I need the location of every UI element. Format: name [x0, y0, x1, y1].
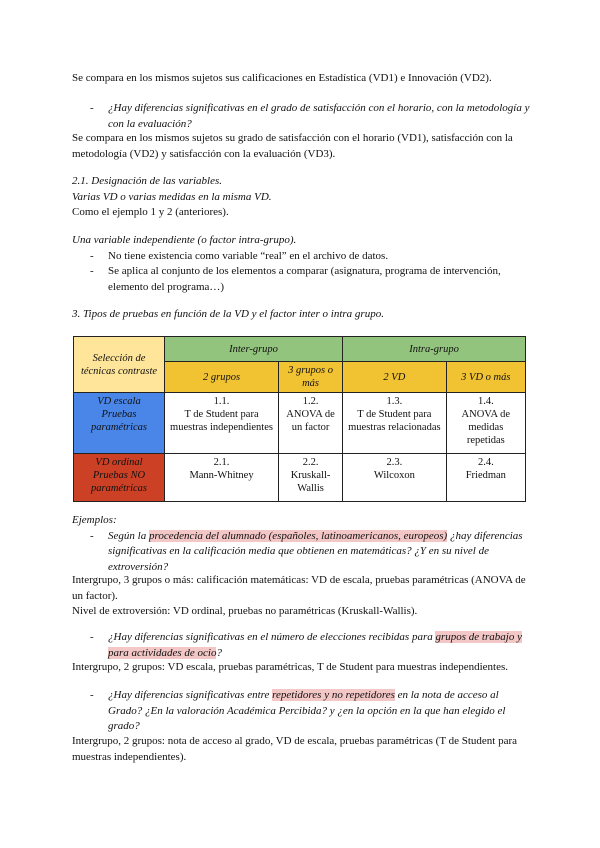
cell-code: 1.4. — [477, 396, 494, 407]
cell-test: Mann-Whitney — [189, 470, 254, 481]
text: ¿hay diferencias significativas en la calificación media que obtienen en matemáticas? ¿Y en su nivel de extroversión? — [108, 529, 523, 573]
bullet: - — [90, 631, 94, 643]
cell-code: 2.3. — [386, 457, 403, 468]
item-text: No tiene existencia como variable “real” en el archivo de datos. — [108, 249, 389, 262]
paragraph: Intergrupo, 2 grupos: VD escala, pruebas paramétricas, T de Student para muestras independientes. — [72, 661, 509, 673]
paragraph: Se compara en los mismos sujetos su grado de satisfacción con el horario (VD1), satisfacción con la metodología (VD2) y satisfacción con la evaluación (VD3). — [72, 132, 513, 160]
cell-code: 2.2. — [302, 457, 319, 468]
group-header: Inter-grupo — [165, 337, 343, 362]
label-line: Pruebas paramétricas — [91, 409, 147, 433]
highlight: repetidores y no repetidores — [272, 689, 395, 701]
cell — [279, 454, 343, 502]
list-item — [90, 264, 530, 295]
row-label — [74, 393, 165, 454]
cell-code: 1.3. — [386, 396, 403, 407]
cell — [279, 393, 343, 454]
paragraph: Intergrupo, 2 grupos: nota de acceso al grado, VD de escala, pruebas paramétricas (T de Student para muestras independientes). — [72, 735, 518, 763]
cell-test: ANOVA de un factor — [286, 409, 335, 433]
bullet: - — [90, 249, 94, 262]
cell — [446, 393, 525, 454]
paragraph: Intergrupo, 3 grupos o más: calificación matemáticas: VD de escala, pruebas paramétricas (ANOVA de un factor). — [72, 574, 526, 602]
list-item — [90, 249, 530, 265]
section-heading: 2.1. Designación de las variables. — [72, 175, 223, 187]
paragraph: Una variable independiente (o factor intra-grupo). — [72, 234, 297, 246]
list-item — [90, 101, 530, 132]
cell-code: 2.1. — [213, 457, 230, 468]
paragraph: Nivel de extroversión: VD ordinal, pruebas no paramétricas (Kruskall-Wallis). — [72, 605, 418, 617]
cell — [165, 454, 279, 502]
cell — [343, 454, 447, 502]
paragraph: Varias VD o varias medidas en la misma VD. — [72, 190, 272, 203]
text: ¿Hay diferencias significativas entre — [108, 689, 273, 701]
section-heading: Ejemplos: — [72, 514, 117, 526]
corner-cell: Selección de técnicas contraste — [74, 337, 165, 393]
cell-code: 1.1. — [213, 396, 230, 407]
cell-test: Kruskall-Wallis — [290, 470, 331, 494]
paragraph: Se compara en los mismos sujetos sus calificaciones en Estadística (VD1) e Innovación (VD2). — [72, 72, 492, 84]
sub-header: 2 grupos — [165, 362, 279, 393]
cell-code: 1.2. — [302, 396, 319, 407]
label-line: Pruebas NO paramétricas — [91, 470, 147, 494]
sub-header: 3 grupos o más — [279, 362, 343, 393]
cell-code: 2.4. — [477, 457, 494, 468]
row-label — [74, 454, 165, 502]
cell — [343, 393, 447, 454]
example-question — [90, 630, 530, 661]
group-header: Intra-grupo — [343, 337, 526, 362]
example-question — [90, 529, 530, 576]
highlight: procedencia del alumnado (españoles, latinoamericanos, europeos) — [148, 529, 448, 542]
text: en la nota de acceso al Grado? ¿En la valoración Académica Percibida? y ¿en la opción en la que han elegido el grado? — [108, 689, 506, 732]
label-line: VD escala — [97, 396, 141, 407]
cell-test: T de Student para muestras relacionadas — [348, 409, 441, 433]
tests-table — [73, 336, 526, 502]
cell-test: T de Student para muestras independientes — [170, 409, 273, 433]
text: Según la — [108, 529, 149, 542]
item-text: Se aplica al conjunto de los elementos a comparar (asignatura, programa de intervención, elemento del programa…) — [108, 265, 501, 293]
cell-test: Friedman — [465, 470, 506, 481]
example-question — [90, 688, 530, 735]
question: ¿Hay diferencias significativas en el grado de satisfacción con el horario, con la metodología y con la evaluación? — [108, 102, 530, 130]
sub-header: 3 VD o más — [446, 362, 525, 393]
cell — [446, 454, 525, 502]
paragraph: Como el ejemplo 1 y 2 (anteriores). — [72, 206, 229, 218]
label-line: VD ordinal — [95, 457, 143, 468]
highlight: grupos de trabajo y para actividades de ocio — [108, 631, 522, 659]
cell — [165, 393, 279, 454]
cell-test: ANOVA de medidas repetidas — [461, 409, 511, 446]
text: ? — [216, 646, 222, 659]
text: ¿Hay diferencias significativas en el número de elecciones recibidas para — [108, 631, 436, 643]
bullet: - — [90, 529, 94, 542]
cell-test: Wilcoxon — [373, 470, 415, 481]
bullet: - — [90, 102, 94, 114]
sub-header: 2 VD — [343, 362, 447, 393]
bullet: - — [90, 265, 94, 277]
section-heading: 3. Tipos de pruebas en función de la VD y el factor inter o intra grupo. — [72, 308, 384, 320]
bullet: - — [90, 689, 94, 701]
